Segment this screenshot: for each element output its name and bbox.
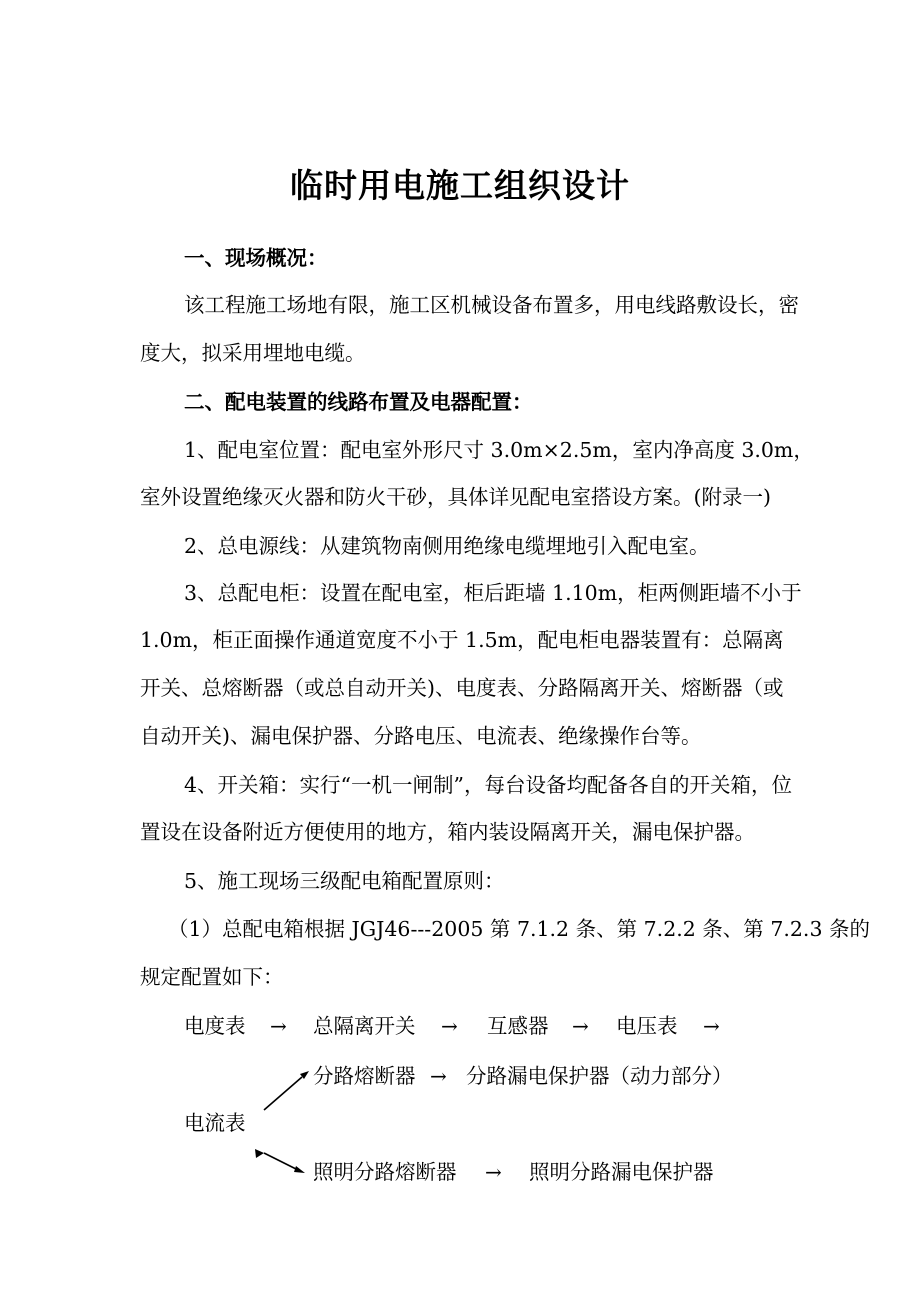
section-heading-distribution: 二、配电装置的线路布置及电器配置： <box>184 390 533 414</box>
paragraph-line: 1.0m，柜正面操作通道宽度不小于 1.5m，配电柜电器装置有：总隔离 <box>140 628 784 652</box>
flow-node-voltmeter: 电压表 <box>616 1014 678 1038</box>
paragraph-line: 度大，拟采用埋地电缆。 <box>140 341 366 365</box>
paragraph-line: 5、施工现场三级配电箱配置原则： <box>184 869 505 893</box>
right-arrow-icon: → <box>430 1064 447 1088</box>
flow-node-transformer: 互感器 <box>487 1014 549 1038</box>
paragraph-line: 该工程施工场地有限，施工区机械设备布置多，用电线路敷设长，密 <box>184 293 799 317</box>
right-arrow-icon: → <box>441 1014 458 1038</box>
flow-node-branch-fuse: 分路熔断器 <box>313 1064 416 1088</box>
paragraph-line: 1、配电室位置：配电室外形尺寸 3.0m×2.5m，室内净高度 3.0m， <box>184 438 814 462</box>
flow-node-lighting-branch-fuse: 照明分路熔断器 <box>313 1160 457 1184</box>
paragraph-line: 3、总配电柜：设置在配电室，柜后距墙 1.10m，柜两侧距墙不小于 <box>184 581 802 605</box>
paragraph-line: 开关、总熔断器（或总自动开关)、电度表、分路隔离开关、熔断器（或 <box>140 676 784 700</box>
right-arrow-icon: → <box>270 1014 287 1038</box>
paragraph-line: （1）总配电箱根据 JGJ46---2005 第 7.1.2 条、第 7.2.2 条、第 7.2.3 条的 <box>168 917 871 941</box>
paragraph-line: 置设在设备附近方便使用的地方，箱内装设隔离开关，漏电保护器。 <box>140 820 755 844</box>
paragraph-line: 室外设置绝缘灭火器和防火干砂，具体详见配电室搭设方案。(附录一) <box>140 485 771 509</box>
paragraph-line: 4、开关箱：实行“一机一闸制”，每台设备均配备各自的开关箱，位 <box>184 773 793 797</box>
flow-node-ammeter: 电流表 <box>184 1111 246 1135</box>
paragraph-line: 规定配置如下： <box>140 965 284 989</box>
paragraph-line: 自动开关)、漏电保护器、分路电压、电流表、绝缘操作台等。 <box>140 724 702 748</box>
flow-node-main-isolation-switch: 总隔离开关 <box>313 1014 416 1038</box>
down-right-arrow-icon <box>255 1149 305 1173</box>
flow-node-lighting-branch-leakage-protector: 照明分路漏电保护器 <box>529 1160 714 1184</box>
flow-node-branch-leakage-protector-power: 分路漏电保护器（动力部分） <box>466 1064 733 1088</box>
right-arrow-icon: → <box>703 1014 720 1038</box>
right-arrow-icon: → <box>572 1014 589 1038</box>
paragraph-line: 2、总电源线：从建筑物南侧用绝缘电缆埋地引入配电室。 <box>184 534 710 558</box>
flow-node-energy-meter: 电度表 <box>184 1014 246 1038</box>
page-title: 临时用电施工组织设计 <box>290 166 630 205</box>
section-heading-site-overview: 一、现场概况： <box>184 246 328 270</box>
up-right-arrow-icon <box>264 1071 309 1110</box>
right-arrow-icon: → <box>485 1160 502 1184</box>
